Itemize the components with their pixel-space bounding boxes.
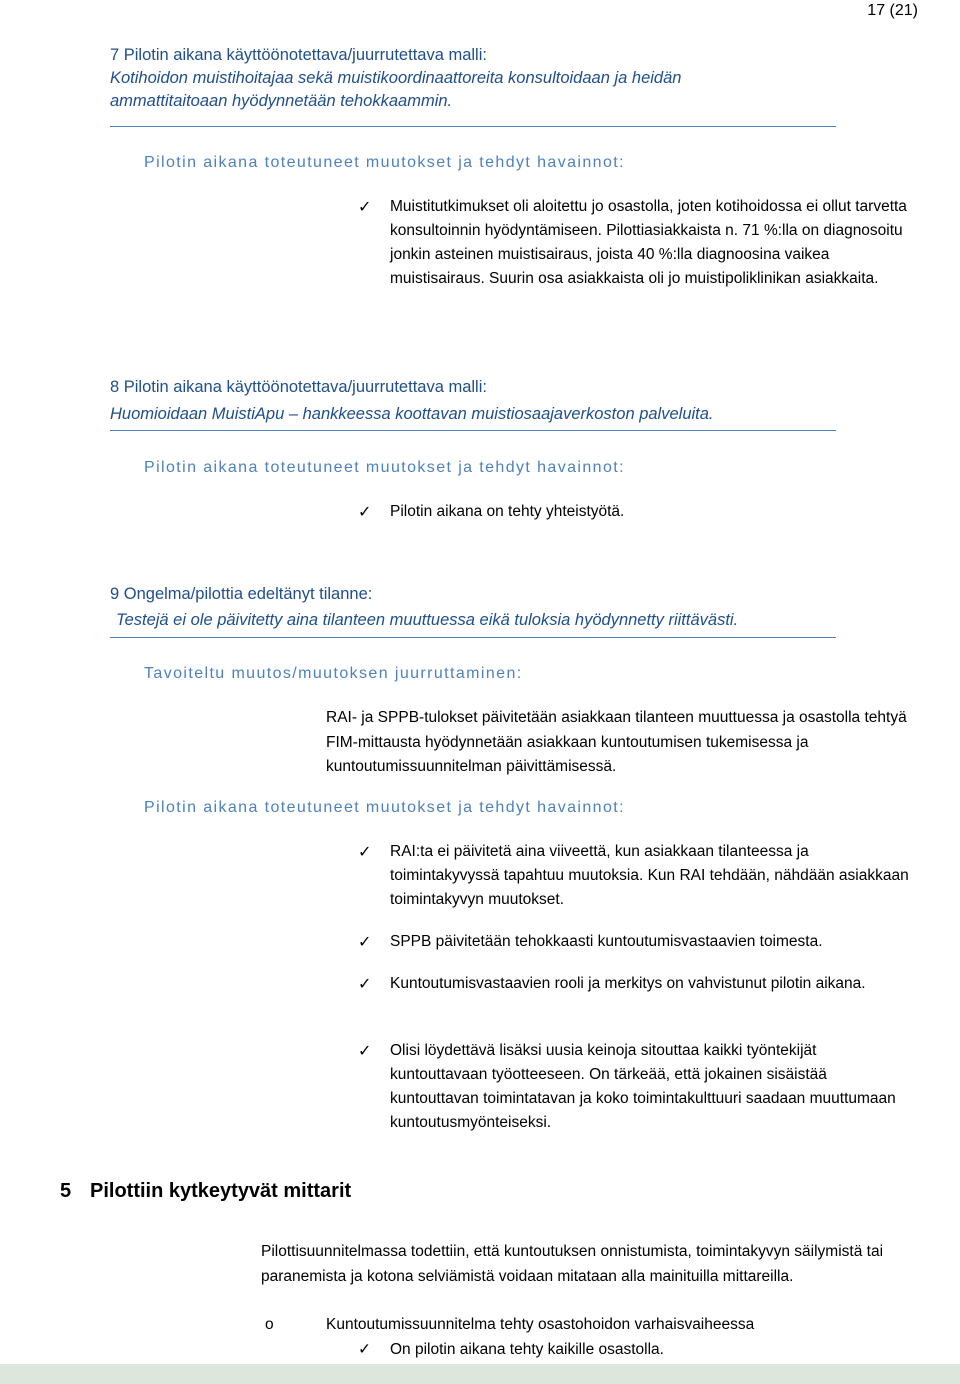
section-7-heading-title: 7 Pilotin aikana käyttöönotettava/juurrutettava malli:: [110, 46, 487, 64]
section-7-observation-item: [358, 195, 910, 291]
section-5-number: 5: [60, 1180, 72, 1202]
check-icon: ✓: [358, 842, 372, 861]
section-5-bullet: [265, 1313, 754, 1337]
page-bottom-band: [0, 1364, 960, 1384]
section-7-heading-model-line2: ammattitaitoaan hyödynnetään tehokkaammin.: [110, 92, 453, 110]
section-5-bullet-text: Kuntoutumissuunnitelma tehty osastohoidon varhaisvaiheessa: [326, 1316, 755, 1333]
section-5-check-item: [358, 1337, 664, 1362]
section-7-heading: [110, 44, 681, 113]
section-9-heading: [110, 583, 738, 632]
section-9-observation-item: [358, 840, 910, 912]
section-9-observation-text: SPPB päivitetään tehokkaasti kuntoutumisvastaavien toimesta.: [390, 933, 823, 950]
section-9-target-subhead: Tavoiteltu muutos/muutoksen juurruttaminen:: [144, 665, 523, 682]
check-icon: ✓: [358, 197, 372, 216]
section-9-observation-text: Kuntoutumisvastaavien rooli ja merkitys on vahvistunut pilotin aikana.: [390, 975, 866, 992]
section-9-observations-subhead: Pilotin aikana toteutuneet muutokset ja tehdyt havainnot:: [144, 799, 625, 816]
section-7-heading-model-line1: Kotihoidon muistihoitajaa sekä muistikoordinaattoreita konsultoidaan ja heidän: [110, 69, 682, 87]
section-8-observation-item: [358, 500, 910, 524]
section-8-heading-model: Huomioidaan MuistiApu – hankkeessa koottavan muistiosaajaverkoston palveluita.: [110, 405, 714, 423]
section-9-heading-title: 9 Ongelma/pilottia edeltänyt tilanne:: [110, 585, 373, 603]
check-icon: ✓: [358, 974, 372, 993]
section-7-divider: [110, 126, 836, 127]
check-icon: ✓: [358, 502, 372, 521]
section-8-observation-text: Pilotin aikana on tehty yhteistyötä.: [390, 503, 625, 520]
section-8-divider: [110, 430, 836, 431]
section-7-observation-text: Muistitutkimukset oli aloitettu jo osastolla, joten kotihoidossa ei ollut tarvetta konsultoinnin hyödyntämiseen. Pilottiasiakkaista n. 71 %:lla on diagnosoitu jonkin asteinen muistisairaus, joista 40 %:lla diagnoosina vaikea muistisairaus. Suurin osa asiakkaista oli jo muistipoliklinikan asiakkaita.: [390, 198, 907, 287]
check-icon: ✓: [358, 1340, 371, 1358]
section-9-observation-item: [358, 972, 910, 996]
section-9-observation-text: Olisi löydettävä lisäksi uusia keinoja sitouttaa kaikki työntekijät kuntouttavaan työotteeseen. On tärkeää, että jokainen sisäistää kuntouttavan toimintatavan ja koko toimintakulttuuri saadaan muuttumaan kuntoutusmyönteiseksi.: [390, 1042, 896, 1131]
section-9-observation-text: RAI:ta ei päivitetä aina viiveettä, kun asiakkaan tilanteessa ja toimintakyvyssä tapahtuu muutoksia. Kun RAI tehdään, nähdään asiakkaan toimintakyvyn muutokset.: [390, 843, 909, 908]
section-9-heading-problem: Testejä ei ole päivitetty aina tilanteen muuttuessa eikä tuloksia hyödynnetty riittävästi.: [116, 611, 739, 629]
section-5-check-text: On pilotin aikana tehty kaikille osastolla.: [390, 1341, 664, 1358]
section-9-observation-item: [358, 930, 910, 954]
section-5-title-text: Pilottiin kytkeytyvät mittarit: [90, 1180, 352, 1202]
section-9-target-text: RAI- ja SPPB-tulokset päivitetään asiakkaan tilanteen muuttuessa ja osastolla tehtyä FIM-mittausta hyödynnetään asiakkaan kuntoutumisen tukemisessa ja kuntoutumissuunnitelman päivittämisessä.: [326, 709, 907, 775]
section-9-observation-item: [358, 1039, 910, 1135]
section-8-heading-title: 8 Pilotin aikana käyttöönotettava/juurrutettava malli:: [110, 378, 487, 396]
check-icon: ✓: [358, 1041, 372, 1060]
check-icon: ✓: [358, 932, 372, 951]
section-8-heading: [110, 376, 714, 426]
section-9-divider: [110, 637, 836, 638]
section-5-paragraph: Pilottisuunnitelmassa todettiin, että kuntoutuksen onnistumista, toimintakyvyn säilymistä tai paranemista ja kotona selviämistä voidaan mitataan alla mainituilla mittareilla.: [261, 1243, 884, 1285]
page-number: 17 (21): [867, 2, 918, 19]
section-8-observations-subhead: Pilotin aikana toteutuneet muutokset ja tehdyt havainnot:: [144, 459, 625, 476]
bullet-marker: o: [265, 1316, 274, 1333]
section-7-observations-subhead: Pilotin aikana toteutuneet muutokset ja tehdyt havainnot:: [144, 154, 625, 171]
section-5-title: [60, 1180, 351, 1203]
